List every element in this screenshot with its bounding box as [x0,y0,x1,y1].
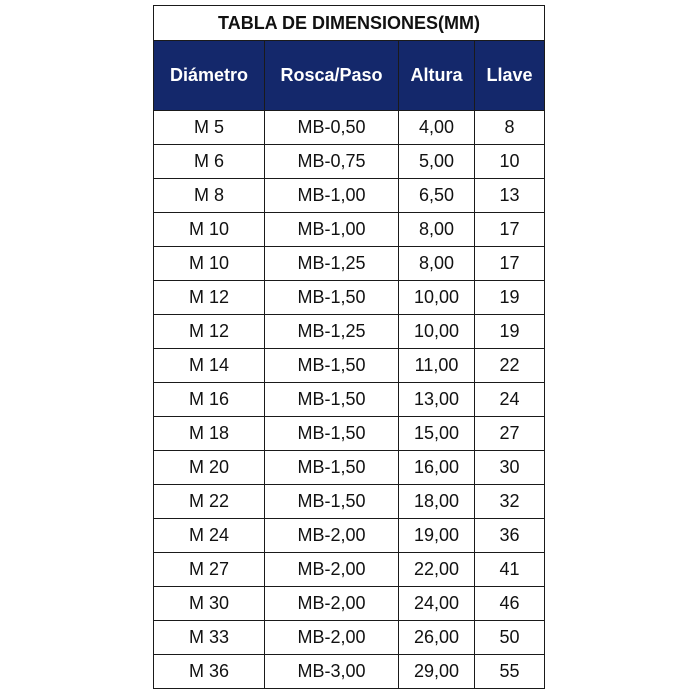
table-row [154,383,545,417]
altura-cell: 18,00 [399,485,475,519]
diametro-cell: M 36 [154,655,265,689]
rosca-paso-cell: MB-2,00 [265,553,399,587]
table-header-row [154,41,545,111]
diametro-cell: M 6 [154,145,265,179]
column-header-altura: Altura [399,41,475,111]
altura-cell: 4,00 [399,111,475,145]
diametro-cell: M 33 [154,621,265,655]
table-row [154,655,545,689]
diametro-cell: M 24 [154,519,265,553]
altura-cell: 26,00 [399,621,475,655]
altura-cell: 8,00 [399,213,475,247]
column-header-llave: Llave [475,41,545,111]
altura-cell: 15,00 [399,417,475,451]
table-body [154,111,545,689]
altura-cell: 10,00 [399,315,475,349]
llave-cell: 24 [475,383,545,417]
rosca-paso-cell: MB-1,00 [265,179,399,213]
llave-cell: 19 [475,281,545,315]
rosca-paso-cell: MB-1,50 [265,485,399,519]
rosca-paso-cell: MB-0,75 [265,145,399,179]
diametro-cell: M 5 [154,111,265,145]
rosca-paso-cell: MB-1,50 [265,281,399,315]
llave-cell: 22 [475,349,545,383]
rosca-paso-cell: MB-1,50 [265,417,399,451]
diametro-cell: M 27 [154,553,265,587]
table-row [154,281,545,315]
column-header-diametro: Diámetro [154,41,265,111]
rosca-paso-cell: MB-2,00 [265,621,399,655]
diametro-cell: M 18 [154,417,265,451]
altura-cell: 10,00 [399,281,475,315]
llave-cell: 17 [475,213,545,247]
table-row [154,587,545,621]
table-row [154,111,545,145]
rosca-paso-cell: MB-1,25 [265,315,399,349]
llave-cell: 36 [475,519,545,553]
diametro-cell: M 20 [154,451,265,485]
table-row [154,145,545,179]
llave-cell: 8 [475,111,545,145]
llave-cell: 10 [475,145,545,179]
table-row [154,553,545,587]
diametro-cell: M 10 [154,213,265,247]
table-row [154,451,545,485]
table-row [154,315,545,349]
table-row [154,349,545,383]
llave-cell: 32 [475,485,545,519]
table-row [154,213,545,247]
rosca-paso-cell: MB-2,00 [265,587,399,621]
altura-cell: 16,00 [399,451,475,485]
table-title-row [154,6,545,41]
diametro-cell: M 16 [154,383,265,417]
altura-cell: 8,00 [399,247,475,281]
diametro-cell: M 14 [154,349,265,383]
rosca-paso-cell: MB-0,50 [265,111,399,145]
altura-cell: 11,00 [399,349,475,383]
table-row [154,247,545,281]
llave-cell: 19 [475,315,545,349]
column-header-rosca-paso: Rosca/Paso [265,41,399,111]
diametro-cell: M 10 [154,247,265,281]
rosca-paso-cell: MB-3,00 [265,655,399,689]
altura-cell: 29,00 [399,655,475,689]
llave-cell: 27 [475,417,545,451]
table-row [154,621,545,655]
diametro-cell: M 12 [154,315,265,349]
altura-cell: 5,00 [399,145,475,179]
rosca-paso-cell: MB-1,50 [265,383,399,417]
diametro-cell: M 30 [154,587,265,621]
llave-cell: 55 [475,655,545,689]
rosca-paso-cell: MB-2,00 [265,519,399,553]
table-row [154,519,545,553]
table-title: TABLA DE DIMENSIONES(MM) [154,6,545,41]
table-row [154,179,545,213]
dimensions-table [153,5,545,689]
diametro-cell: M 8 [154,179,265,213]
rosca-paso-cell: MB-1,25 [265,247,399,281]
table-row [154,485,545,519]
llave-cell: 50 [475,621,545,655]
diametro-cell: M 12 [154,281,265,315]
table-row [154,417,545,451]
altura-cell: 24,00 [399,587,475,621]
llave-cell: 13 [475,179,545,213]
rosca-paso-cell: MB-1,50 [265,349,399,383]
diametro-cell: M 22 [154,485,265,519]
llave-cell: 41 [475,553,545,587]
rosca-paso-cell: MB-1,00 [265,213,399,247]
llave-cell: 46 [475,587,545,621]
altura-cell: 22,00 [399,553,475,587]
altura-cell: 19,00 [399,519,475,553]
altura-cell: 13,00 [399,383,475,417]
llave-cell: 17 [475,247,545,281]
llave-cell: 30 [475,451,545,485]
altura-cell: 6,50 [399,179,475,213]
rosca-paso-cell: MB-1,50 [265,451,399,485]
